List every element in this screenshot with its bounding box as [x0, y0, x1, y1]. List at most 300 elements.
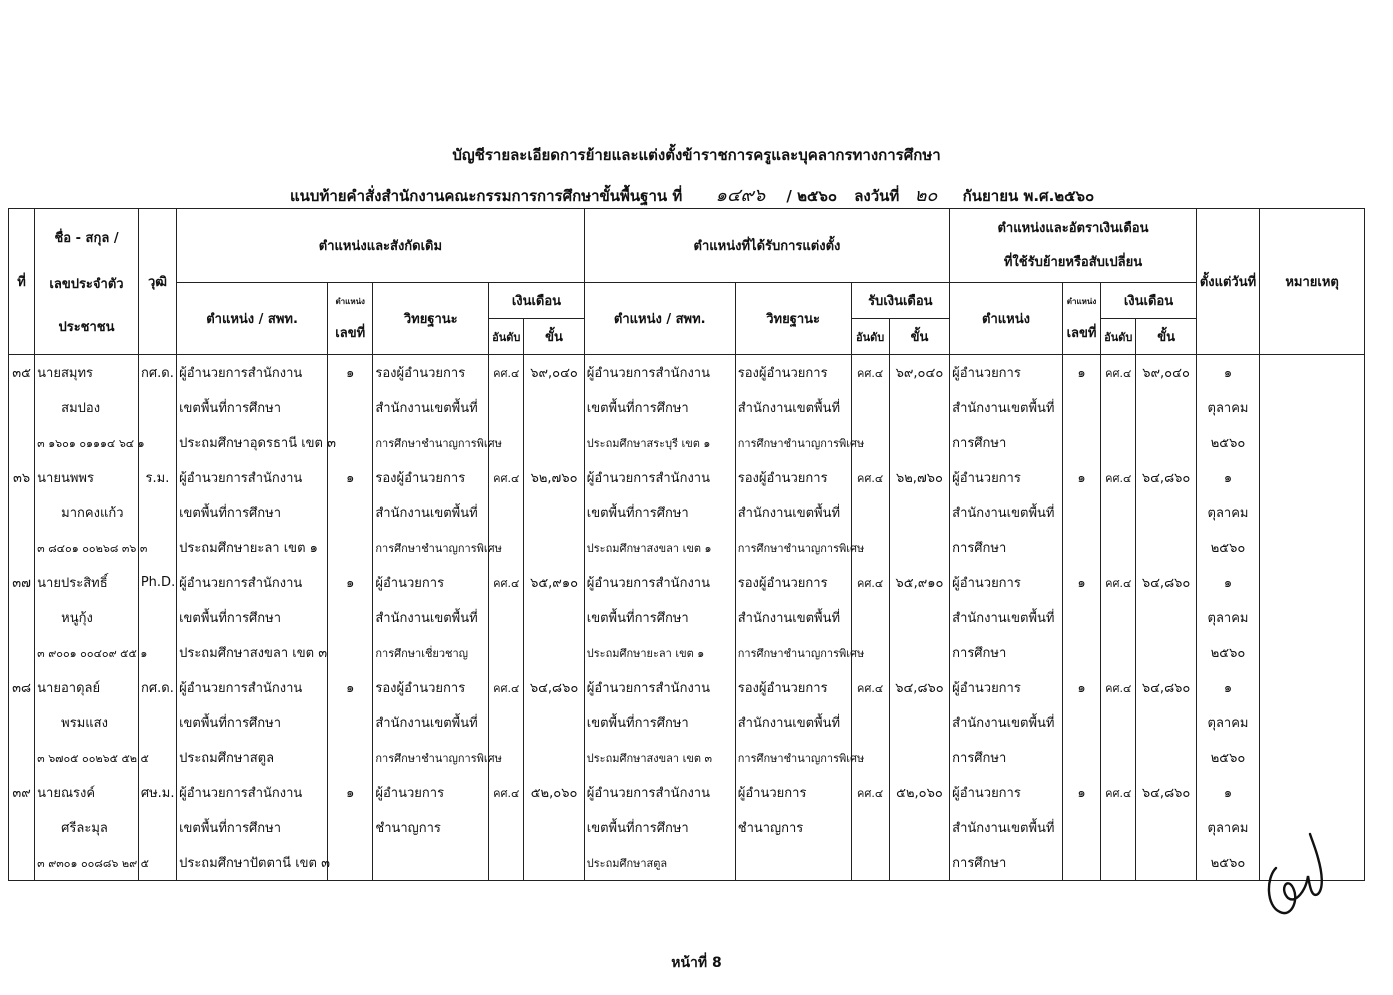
table-row: [9, 845, 1365, 881]
orig-position: ประถมศึกษาสงขลา เขต ๓: [177, 635, 328, 670]
col-swap-rank: อันดับ: [1101, 319, 1136, 355]
page-number: หน้าที่ 8: [671, 955, 722, 971]
swap-rank: [1101, 425, 1136, 460]
new-rank: [851, 810, 889, 845]
col-orig-academic: วิทยฐานะ: [373, 283, 489, 355]
col-swap-step: ขั้น: [1136, 319, 1196, 355]
col-swap-position: ตำแหน่ง: [950, 283, 1063, 355]
table-row: [9, 565, 1365, 600]
col-new-position: ตำแหน่ง / สพท.: [584, 283, 735, 355]
remarks: [1260, 775, 1365, 810]
orig-position-no: [328, 390, 373, 425]
effective-date: ๑: [1196, 460, 1259, 495]
col-orig-salary: เงินเดือน: [489, 283, 585, 319]
swap-position-no: ๑: [1062, 355, 1100, 391]
orig-position: ประถมศึกษาปัตตานี เขต ๓: [177, 845, 328, 881]
effective-date: ๒๕๖๐: [1196, 530, 1259, 565]
new-academic: สำนักงานเขตพื้นที่: [735, 705, 851, 740]
orig-step: [524, 390, 584, 425]
col-swap-line1: ตำแหน่งและอัตราเงินเดือน: [997, 220, 1149, 236]
swap-position: ผู้อำนวยการ: [950, 775, 1063, 810]
row-no: [9, 530, 35, 565]
orig-rank: คศ.๔: [489, 775, 524, 810]
col-orig-position: ตำแหน่ง / สพท.: [177, 283, 328, 355]
swap-position: สำนักงานเขตพื้นที่: [950, 705, 1063, 740]
new-academic: สำนักงานเขตพื้นที่: [735, 600, 851, 635]
remarks: [1260, 600, 1365, 635]
new-academic: รองผู้อำนวยการ: [735, 355, 851, 391]
new-rank: คศ.๔: [851, 460, 889, 495]
orig-academic: รองผู้อำนวยการ: [373, 355, 489, 391]
swap-position: การศึกษา: [950, 425, 1063, 460]
degree: [138, 705, 176, 740]
table-row: [9, 390, 1365, 425]
swap-position: สำนักงานเขตพื้นที่: [950, 495, 1063, 530]
effective-date: ตุลาคม: [1196, 600, 1259, 635]
swap-position-no: [1062, 705, 1100, 740]
swap-step: [1136, 530, 1196, 565]
person-id: ๓ ๙๓๐๑ ๐๐๘๘๖ ๒๙ ๕: [35, 845, 139, 881]
table-row: [9, 495, 1365, 530]
swap-rank: คศ.๔: [1101, 565, 1136, 600]
orig-position: ประถมศึกษาอุดรธานี เขต ๓: [177, 425, 328, 460]
col-orig-step: ขั้น: [524, 319, 584, 355]
col-swap-no-top: ตำแหน่ง: [1066, 296, 1097, 306]
swap-step: [1136, 810, 1196, 845]
swap-position-no: [1062, 390, 1100, 425]
swap-rank: คศ.๔: [1101, 775, 1136, 810]
swap-position-no: ๑: [1062, 775, 1100, 810]
effective-date: ๑: [1196, 565, 1259, 600]
swap-step: [1136, 635, 1196, 670]
orig-academic: รองผู้อำนวยการ: [373, 670, 489, 705]
new-academic: สำนักงานเขตพื้นที่: [735, 390, 851, 425]
new-rank: [851, 705, 889, 740]
swap-position: ผู้อำนวยการ: [950, 460, 1063, 495]
new-step: ๖๙,๐๔๐: [889, 355, 949, 391]
person-surname: ศรีละมุล: [35, 810, 139, 845]
swap-rank: คศ.๔: [1101, 460, 1136, 495]
degree: ศษ.ม.: [138, 775, 176, 810]
subtitle-prefix: แนบท้ายคำสั่งสำนักงานคณะกรรมการการศึกษาขั้นพื้นฐาน ที่: [290, 187, 683, 205]
new-position: ประถมศึกษาสงขลา เขต ๓: [584, 740, 735, 775]
orig-position-no: [328, 810, 373, 845]
orig-position: ผู้อำนวยการสำนักงาน: [177, 775, 328, 810]
orig-rank: [489, 495, 524, 530]
person-surname: พรมแสง: [35, 705, 139, 740]
col-no: ที่: [9, 209, 35, 355]
effective-date: ๒๕๖๐: [1196, 425, 1259, 460]
swap-position-no: [1062, 810, 1100, 845]
remarks: [1260, 460, 1365, 495]
person-name: นายสมุทร: [35, 355, 139, 391]
new-rank: คศ.๔: [851, 565, 889, 600]
col-new-rank: อันดับ: [851, 319, 889, 355]
orig-position: ประถมศึกษายะลา เขต ๑: [177, 530, 328, 565]
row-no: [9, 810, 35, 845]
swap-position: ผู้อำนวยการ: [950, 355, 1063, 391]
effective-date: ตุลาคม: [1196, 495, 1259, 530]
col-new-academic: วิทยฐานะ: [735, 283, 851, 355]
col-remarks: หมายเหตุ: [1260, 209, 1365, 355]
remarks: [1260, 565, 1365, 600]
person-id: ๓ ๙๐๐๑ ๐๐๔๐๙ ๕๕ ๑: [35, 635, 139, 670]
new-position: ประถมศึกษาสงขลา เขต ๑: [584, 530, 735, 565]
orig-academic: ผู้อำนวยการ: [373, 775, 489, 810]
table-row: [9, 775, 1365, 810]
person-name: นายประสิทธิ์: [35, 565, 139, 600]
orig-position: ผู้อำนวยการสำนักงาน: [177, 565, 328, 600]
new-position: ผู้อำนวยการสำนักงาน: [584, 775, 735, 810]
table-row: [9, 670, 1365, 705]
orig-academic: การศึกษาชำนาญการพิเศษ: [373, 530, 489, 565]
effective-date: ๑: [1196, 775, 1259, 810]
new-academic: ชำนาญการ: [735, 810, 851, 845]
new-academic: รองผู้อำนวยการ: [735, 460, 851, 495]
person-id: ๓ ๖๗๐๕ ๐๐๒๖๕ ๕๒ ๕: [35, 740, 139, 775]
col-name-line3: ประชาชน: [58, 319, 115, 335]
orig-rank: [489, 705, 524, 740]
remarks: [1260, 530, 1365, 565]
new-position: เขตพื้นที่การศึกษา: [584, 495, 735, 530]
orig-step: [524, 705, 584, 740]
remarks: [1260, 390, 1365, 425]
orig-step: ๖๔,๘๖๐: [524, 670, 584, 705]
orig-academic: การศึกษาชำนาญการพิเศษ: [373, 425, 489, 460]
orig-academic: การศึกษาชำนาญการพิเศษ: [373, 740, 489, 775]
orig-position: ประถมศึกษาสตูล: [177, 740, 328, 775]
person-id: ๓ ๘๔๐๑ ๐๐๒๖๘ ๓๖ ๓: [35, 530, 139, 565]
degree: กศ.ด.: [138, 670, 176, 705]
orig-step: ๖๙,๐๔๐: [524, 355, 584, 391]
degree: ร.ม.: [138, 460, 176, 495]
new-position: เขตพื้นที่การศึกษา: [584, 600, 735, 635]
swap-position-no: [1062, 495, 1100, 530]
orig-rank: คศ.๔: [489, 670, 524, 705]
swap-rank: [1101, 390, 1136, 425]
swap-rank: [1101, 740, 1136, 775]
swap-position: ผู้อำนวยการ: [950, 565, 1063, 600]
orig-step: ๖๒,๗๖๐: [524, 460, 584, 495]
row-no: ๓๙: [9, 775, 35, 810]
effective-date: ๒๕๖๐: [1196, 635, 1259, 670]
table-row: [9, 635, 1365, 670]
col-swap-position-no: [1062, 283, 1100, 355]
col-orig-no-top: ตำแหน่ง: [335, 296, 365, 306]
new-academic: การศึกษาชำนาญการพิเศษ: [735, 530, 851, 565]
date-label: ลงวันที่: [854, 187, 900, 205]
orig-position: เขตพื้นที่การศึกษา: [177, 705, 328, 740]
new-step: [889, 425, 949, 460]
new-step: [889, 495, 949, 530]
new-academic: [735, 845, 851, 881]
orig-academic: สำนักงานเขตพื้นที่: [373, 390, 489, 425]
orig-position-no: [328, 635, 373, 670]
orig-position-no: [328, 530, 373, 565]
date-rest: กันยายน พ.ศ.๒๕๖๐: [962, 187, 1095, 205]
new-position: ผู้อำนวยการสำนักงาน: [584, 355, 735, 391]
orig-position: เขตพื้นที่การศึกษา: [177, 390, 328, 425]
swap-step: ๖๔,๘๖๐: [1136, 565, 1196, 600]
swap-position: การศึกษา: [950, 845, 1063, 881]
orig-position-no: ๑: [328, 355, 373, 391]
transfer-table: [8, 208, 1365, 881]
row-no: [9, 705, 35, 740]
swap-position-no: [1062, 740, 1100, 775]
signature-initials: [1262, 828, 1332, 918]
remarks: [1260, 635, 1365, 670]
remarks: [1260, 705, 1365, 740]
new-academic: รองผู้อำนวยการ: [735, 565, 851, 600]
new-academic: รองผู้อำนวยการ: [735, 670, 851, 705]
swap-position: การศึกษา: [950, 740, 1063, 775]
remarks: [1260, 495, 1365, 530]
col-swap-line2: ที่ใช้รับย้ายหรือสับเปลี่ยน: [1003, 254, 1143, 270]
date-day: ๒๐: [914, 185, 938, 206]
row-no: ๓๘: [9, 670, 35, 705]
effective-date: ตุลาคม: [1196, 810, 1259, 845]
col-orig-group: ตำแหน่งและสังกัดเดิม: [177, 209, 585, 283]
orig-step: [524, 495, 584, 530]
person-name: นายนพพร: [35, 460, 139, 495]
swap-rank: คศ.๔: [1101, 355, 1136, 391]
orig-rank: [489, 845, 524, 881]
new-step: [889, 635, 949, 670]
row-no: [9, 600, 35, 635]
swap-step: [1136, 705, 1196, 740]
new-step: [889, 705, 949, 740]
orig-rank: [489, 390, 524, 425]
row-no: [9, 740, 35, 775]
new-rank: คศ.๔: [851, 355, 889, 391]
new-academic: ผู้อำนวยการ: [735, 775, 851, 810]
table-row: [9, 740, 1365, 775]
swap-step: [1136, 425, 1196, 460]
orig-academic: ชำนาญการ: [373, 810, 489, 845]
swap-rank: [1101, 705, 1136, 740]
person-name: นายอาดุลย์: [35, 670, 139, 705]
new-academic: สำนักงานเขตพื้นที่: [735, 495, 851, 530]
col-name-line1: ชื่อ - สกุล /: [54, 230, 119, 246]
row-no: ๓๕: [9, 355, 35, 391]
orig-position: เขตพื้นที่การศึกษา: [177, 810, 328, 845]
col-new-step: ขั้น: [889, 319, 949, 355]
col-orig-no-bottom: เลขที่: [335, 325, 366, 341]
orig-position-no: [328, 495, 373, 530]
orig-rank: [489, 810, 524, 845]
document-title: บัญชีรายละเอียดการย้ายและแต่งตั้งข้าราชการครูและบุคลากรทางการศึกษา: [452, 146, 941, 164]
col-new-salary: รับเงินเดือน: [851, 283, 950, 319]
orig-step: ๖๕,๙๑๐: [524, 565, 584, 600]
new-position: ผู้อำนวยการสำนักงาน: [584, 460, 735, 495]
orig-academic: การศึกษาเชี่ยวชาญ: [373, 635, 489, 670]
swap-step: ๖๔,๘๖๐: [1136, 460, 1196, 495]
new-step: [889, 810, 949, 845]
orig-position: เขตพื้นที่การศึกษา: [177, 495, 328, 530]
orig-academic: ผู้อำนวยการ: [373, 565, 489, 600]
new-position: ผู้อำนวยการสำนักงาน: [584, 565, 735, 600]
orig-step: [524, 810, 584, 845]
orig-step: [524, 425, 584, 460]
effective-date: ๒๕๖๐: [1196, 845, 1259, 881]
orig-rank: คศ.๔: [489, 460, 524, 495]
new-step: [889, 845, 949, 881]
orig-rank: [489, 635, 524, 670]
swap-step: ๖๔,๘๖๐: [1136, 670, 1196, 705]
remarks: [1260, 740, 1365, 775]
new-rank: คศ.๔: [851, 670, 889, 705]
degree: [138, 810, 176, 845]
remarks: [1260, 425, 1365, 460]
effective-date: ตุลาคม: [1196, 705, 1259, 740]
effective-date: ๒๕๖๐: [1196, 740, 1259, 775]
col-name: [35, 209, 139, 355]
swap-rank: [1101, 530, 1136, 565]
person-name: นายณรงค์: [35, 775, 139, 810]
document-subtitle: [290, 180, 1094, 209]
new-position: ผู้อำนวยการสำนักงาน: [584, 670, 735, 705]
order-number: ๑๔๙๖: [715, 185, 766, 206]
person-surname: มากคงแก้ว: [35, 495, 139, 530]
new-position: ประถมศึกษายะลา เขต ๑: [584, 635, 735, 670]
new-position: เขตพื้นที่การศึกษา: [584, 810, 735, 845]
remarks: [1260, 670, 1365, 705]
degree: กศ.ด.: [138, 355, 176, 391]
swap-step: ๖๔,๘๖๐: [1136, 775, 1196, 810]
orig-step: [524, 740, 584, 775]
orig-position: ผู้อำนวยการสำนักงาน: [177, 355, 328, 391]
orig-rank: คศ.๔: [489, 355, 524, 391]
degree: Ph.D.: [138, 565, 176, 600]
col-effective: ตั้งแต่วันที่: [1196, 209, 1259, 355]
new-step: ๖๕,๙๑๐: [889, 565, 949, 600]
table-row: [9, 530, 1365, 565]
degree: [138, 600, 176, 635]
new-rank: [851, 845, 889, 881]
new-rank: [851, 390, 889, 425]
orig-position-no: ๑: [328, 775, 373, 810]
effective-date: ๑: [1196, 355, 1259, 391]
col-orig-position-no: [328, 283, 373, 355]
orig-position-no: [328, 740, 373, 775]
orig-position: ผู้อำนวยการสำนักงาน: [177, 460, 328, 495]
swap-step: [1136, 740, 1196, 775]
orig-position-no: [328, 845, 373, 881]
new-step: [889, 740, 949, 775]
new-academic: การศึกษาชำนาญการพิเศษ: [735, 425, 851, 460]
swap-position: การศึกษา: [950, 635, 1063, 670]
col-swap-salary: เงินเดือน: [1101, 283, 1197, 319]
swap-rank: คศ.๔: [1101, 670, 1136, 705]
person-surname: สมปอง: [35, 390, 139, 425]
remarks: [1260, 355, 1365, 391]
effective-date: ตุลาคม: [1196, 390, 1259, 425]
orig-position-no: [328, 705, 373, 740]
col-name-line2: เลขประจำตัว: [49, 276, 124, 292]
new-step: [889, 600, 949, 635]
swap-position: สำนักงานเขตพื้นที่: [950, 810, 1063, 845]
table-row: [9, 355, 1365, 391]
row-no: [9, 845, 35, 881]
row-no: [9, 425, 35, 460]
swap-step: [1136, 600, 1196, 635]
swap-rank: [1101, 495, 1136, 530]
col-swap-no-bottom: เลขที่: [1066, 325, 1097, 341]
swap-position-no: ๑: [1062, 670, 1100, 705]
col-new-group: ตำแหน่งที่ได้รับการแต่งตั้ง: [584, 209, 949, 283]
row-no: [9, 495, 35, 530]
orig-step: [524, 600, 584, 635]
orig-position: ผู้อำนวยการสำนักงาน: [177, 670, 328, 705]
orig-position-no: ๑: [328, 670, 373, 705]
swap-position: สำนักงานเขตพื้นที่: [950, 600, 1063, 635]
table-row: [9, 460, 1365, 495]
new-position: ประถมศึกษาสตูล: [584, 845, 735, 881]
orig-step: [524, 530, 584, 565]
orig-academic: สำนักงานเขตพื้นที่: [373, 495, 489, 530]
orig-step: ๕๒,๐๖๐: [524, 775, 584, 810]
row-no: [9, 390, 35, 425]
col-orig-rank: อันดับ: [489, 319, 524, 355]
swap-position-no: ๑: [1062, 460, 1100, 495]
new-step: [889, 530, 949, 565]
table-row: [9, 425, 1365, 460]
swap-position-no: [1062, 600, 1100, 635]
person-id: ๓ ๑๖๐๑ ๐๑๑๑๔ ๖๔ ๑: [35, 425, 139, 460]
orig-position-no: ๑: [328, 565, 373, 600]
col-swap-group: [950, 209, 1197, 283]
orig-step: [524, 635, 584, 670]
new-position: เขตพื้นที่การศึกษา: [584, 390, 735, 425]
new-step: ๕๒,๐๖๐: [889, 775, 949, 810]
person-surname: หนูกุ้ง: [35, 600, 139, 635]
orig-academic: สำนักงานเขตพื้นที่: [373, 600, 489, 635]
row-no: ๓๗: [9, 565, 35, 600]
swap-position-no: [1062, 425, 1100, 460]
row-no: ๓๖: [9, 460, 35, 495]
swap-step: [1136, 390, 1196, 425]
swap-position-no: [1062, 845, 1100, 881]
swap-rank: [1101, 635, 1136, 670]
orig-academic: สำนักงานเขตพื้นที่: [373, 705, 489, 740]
swap-step: [1136, 495, 1196, 530]
row-no: [9, 635, 35, 670]
new-step: ๖๔,๘๖๐: [889, 670, 949, 705]
table-row: [9, 705, 1365, 740]
swap-rank: [1101, 600, 1136, 635]
new-academic: การศึกษาชำนาญการพิเศษ: [735, 740, 851, 775]
swap-rank: [1101, 810, 1136, 845]
table-row: [9, 810, 1365, 845]
table-body: [9, 355, 1365, 881]
new-rank: [851, 495, 889, 530]
orig-rank: [489, 600, 524, 635]
orig-step: [524, 845, 584, 881]
new-rank: คศ.๔: [851, 775, 889, 810]
new-academic: การศึกษาชำนาญการพิเศษ: [735, 635, 851, 670]
swap-step: [1136, 845, 1196, 881]
new-position: ประถมศึกษาสระบุรี เขต ๑: [584, 425, 735, 460]
swap-rank: [1101, 845, 1136, 881]
swap-position-no: ๑: [1062, 565, 1100, 600]
swap-position-no: [1062, 530, 1100, 565]
col-degree: วุฒิ: [138, 209, 176, 355]
new-step: ๖๒,๗๖๐: [889, 460, 949, 495]
orig-position: เขตพื้นที่การศึกษา: [177, 600, 328, 635]
orig-position-no: [328, 600, 373, 635]
swap-step: ๖๙,๐๔๐: [1136, 355, 1196, 391]
degree: [138, 390, 176, 425]
